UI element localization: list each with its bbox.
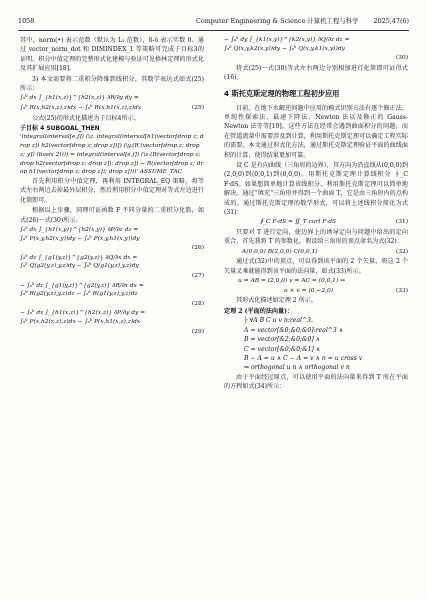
theorem-2-line: B − A = u ∧ C − A = v ∧ n = u cross v bbox=[244, 354, 363, 362]
journal-name: Computer Engineering & Science 计算机工程与科学 bbox=[196, 17, 359, 25]
equation-31-body: ∮_C F·dS = ∬_T curl F·dS bbox=[260, 219, 337, 226]
equation-number: (30) bbox=[395, 55, 408, 62]
equation-26-line1: ∫ₐᵇ dx ∫_{h1(x,y)}^{h2(x,y)} ∂P/∂z dz = bbox=[20, 226, 139, 233]
paragraph: 根据以上步骤，同理可证函数 F 不同分量的二重积分化简，如式(26)～式(30)所示。 bbox=[20, 207, 204, 224]
equation-29-line1: − ∫ₐᵇ dx ∫_{h1(x,z)}^{h2(x,z)} ∂P/∂y dy = bbox=[20, 310, 146, 317]
equation-30 bbox=[224, 54, 408, 63]
equation-number: (27) bbox=[191, 272, 204, 279]
equation-27-line1: ∫ₐᵇ dz ∫_{g1(y,z)}^{g2(y,z)} ∂Q/∂x dx = bbox=[20, 254, 138, 261]
theorem-2-line: ├ ∀A B C u v n:real^3. bbox=[244, 317, 313, 325]
running-header bbox=[18, 14, 409, 28]
equation-26 bbox=[20, 244, 204, 253]
paragraph: 设 C 是有向曲线（三角形的边界），其方向为沿直线从(0,0,0)到(2,0,0)到(0,0,1)到(0,0,0)。用斯托克斯定理计算线积分 ∮_C F·dS。如果想简单地计算该线积分，利用斯托克斯定理可以简单地解决。通过“填充”三角形并得到一个曲面 T，它是由三角形内的点构成的。通过斯托克斯定理的数学形式，可以将上述线积分简化为式(31)： bbox=[224, 162, 408, 217]
paragraph: 通过式(32)中的顶点，可以得到该平面的 2 个矢量，将这 2 个矢量叉乘就能得到该平面的法向量，如式(33)所示。 bbox=[224, 258, 408, 275]
equation-29-line2: ∫ₐᵇ P(x,h2(x,z),z)dx − ∫ₐᵇ P(x,h1(x,z),z)dx bbox=[20, 318, 141, 325]
equation-26-line2: ∫ₐᵇ P(x,y,h2(x,y))dy − ∫ₐᵇ P(x,y,h1(x,y))dy bbox=[20, 235, 140, 242]
paragraph: 公式(25)的形式化描述为子目标4所示。 bbox=[32, 114, 140, 122]
equation-33-line2: u × v = (0,−2,0) bbox=[284, 287, 334, 294]
equation-32 bbox=[224, 248, 408, 257]
equation-number: (29) bbox=[191, 328, 204, 335]
left-column bbox=[20, 36, 204, 337]
equation-number: (28) bbox=[191, 300, 204, 307]
theorem-2-title: 定理 2 (平面的法向量)： bbox=[224, 307, 294, 315]
paragraph: 其中，norm(•) 表示范数（默认为 L₂ 范数），δ-ö 表示实数 0。通过 vector_norm_dot 和 DIMINDEX_1 等策略可完成子目标3的证明。积分中值定理的完整形式化建模与验证可见格林定理的形式化及其扩展应用[18]。 bbox=[20, 37, 204, 73]
equation-33 bbox=[224, 287, 408, 296]
equation-number: (32) bbox=[395, 248, 408, 255]
theorem-2-line: A = vector[&0;&0;&0]:real^3 ∧ bbox=[244, 326, 344, 334]
equation-28 bbox=[20, 300, 204, 309]
equation-29 bbox=[20, 328, 204, 337]
paragraph: 只要对 T 进行定向，使边界上的诱导定向与问题中给出的定向重合，首先我将 T 的参数化。假设给三角形的顶点命名为式(32)： bbox=[224, 229, 408, 246]
equation-number: (26) bbox=[191, 245, 204, 252]
paragraph: 目前，在地下水解逆问题中应用的模式识别方法有逐个修正法、单纯性探索法、最速下降法、Newton 法以及修正的 Gauss-Newton 法等等[19]。这些方法在经常会遇到曲面积分的问题，而在管道流量中需要涉及到计算，利用斯托克斯定理可以确定工程实际的需要。本文通过形式化方法，通过斯托克斯定理验证平面的曲线面积的计算，使得结果更加可靠。 bbox=[224, 104, 408, 159]
theorem-2-line: B = vector[&2;&0;&0] ∧ bbox=[244, 336, 321, 344]
equation-27-line2: ∫ₐᵇ Q(g2(y,z),y,z)dy − ∫ₐᵇ Q(g1(y,z),y,z)dy bbox=[20, 263, 139, 270]
right-column bbox=[224, 36, 408, 393]
page-number: 1058 bbox=[18, 17, 35, 25]
subgoal-4-title: 子目标 4 SUBGOAL_THEN bbox=[20, 125, 100, 133]
equation-32-body: A(0,0,0) B(2,0,0) C(0,0,1) bbox=[242, 248, 318, 255]
equation-number: (31) bbox=[395, 219, 408, 226]
paragraph: 由于平面经过原点，可以使用平面的法向量来得到 T 所在平面的方程如式(34)所示： bbox=[224, 373, 408, 391]
equation-28-line1: − ∫ₐᵇ dz ∫_{g1(y,z)}^{g2(y,z)} ∂R/∂x dx = bbox=[20, 282, 144, 289]
paragraph: 3) 本文需要将二重积分降维到线积分，其数学表达式如式(25)所示： bbox=[20, 75, 204, 93]
equation-31 bbox=[224, 218, 408, 227]
section-heading: 4 斯托克斯定理的物理工程初步应用 bbox=[224, 88, 340, 98]
paragraph: 首先利用积分中值定理，再利用 INTEGRAL_EQ 策略，将等式左右两边去掉最外层积分，然后利用积分中值定理对等式左边进行化简即可。 bbox=[20, 177, 204, 204]
paragraph: 其形式化描述如定理 2 所示。 bbox=[236, 297, 317, 305]
equation-25-line1: ∫ₐᵇ dx ∫_{h1(x,z)}^{h2(x,z)} ∂R/∂y dy = bbox=[20, 95, 139, 102]
paragraph: 将式(25)～式(30)等式左右两边分别相加进行化简即可证得式(16)。 bbox=[224, 64, 408, 82]
equation-33-line1: u = AB = (2,0,0) v = AC = (0,0,1) ⇒ bbox=[238, 278, 346, 285]
theorem-2-line: C = vector[&0;&0;&1] ∧ bbox=[244, 345, 321, 353]
equation-28-line2: ∫ₐᵇ R(g2(y,z),y,z)dz − ∫ₐᵇ R(g1(y,z),y,z)dz bbox=[20, 291, 138, 298]
equation-30-line2: ∫ₐᵇ Q(x,y,k2(x,y))dy − ∫ₐᵇ Q(x,y,k1(x,y))dy bbox=[224, 45, 345, 52]
theorem-2-line: ⇒ orthogonal u n ∧ orthogonal v n bbox=[244, 364, 350, 372]
equation-number: (33) bbox=[395, 287, 408, 294]
header-rule bbox=[18, 30, 409, 31]
equation-27 bbox=[20, 272, 204, 281]
equation-25-line2: ∫ₐᵇ R(x,h2(x,z),z)dx − ∫ₐᵇ R(x,h1(x,z),z)dx bbox=[20, 105, 142, 112]
volume-issue: 2025,47(6) bbox=[373, 17, 409, 25]
equation-number: (25) bbox=[191, 105, 204, 112]
equation-30-line1: − ∫ₐᵇ dy ∫_{k1(x,y)}^{k2(x,y)} ∂Q/∂z dz = bbox=[224, 37, 350, 43]
equation-25 bbox=[20, 104, 204, 113]
code-block: 'integral(interval[e,f]) (\z. integral(interval[h1(vector[drop z; drop z]) h2(vector[drop z; drop z])]) (\y.(R'(vector[drop z; drop z; y]) (basis 2)))) = integral(interval[e,f]) (\z.(R(vector[drop z; drop h2(vector[drop z; drop z]); drop z]) − R(vector[drop z; drop h1(vector[drop z; drop z]); drop z])))' ASSUME_TAC bbox=[20, 134, 204, 176]
